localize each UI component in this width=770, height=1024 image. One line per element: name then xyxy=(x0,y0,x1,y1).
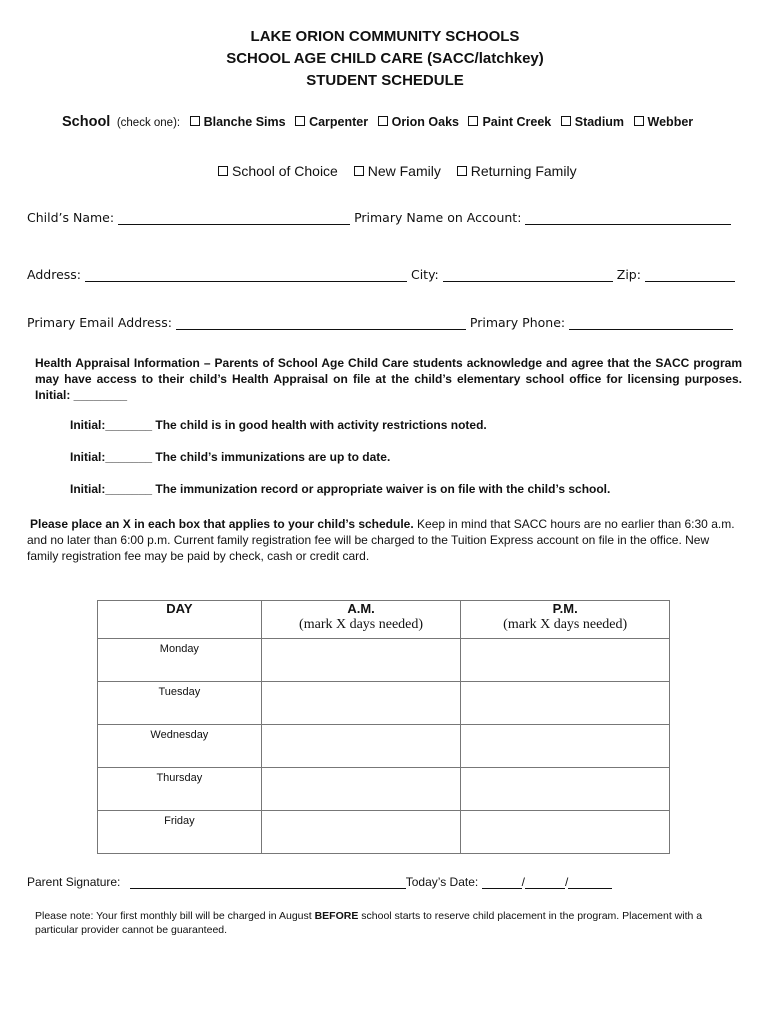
family-option-school-of-choice: School of Choice xyxy=(232,163,338,179)
table-row xyxy=(98,768,670,811)
school-hint: (check one): xyxy=(116,117,181,129)
name-row xyxy=(27,210,731,225)
family-option-returning-family: Returning Family xyxy=(470,163,577,179)
checkbox-paint-creek[interactable] xyxy=(468,116,478,126)
address-field[interactable] xyxy=(85,269,407,282)
header-am-sub: (mark X days needed) xyxy=(299,617,424,632)
header-pm: P.M. (mark X days needed) xyxy=(461,601,670,639)
checkbox-webber[interactable] xyxy=(634,116,644,126)
day-thursday: Thursday xyxy=(98,768,262,811)
pm-cell-friday[interactable] xyxy=(461,811,670,854)
initial-immunization-record: Initial:_______ The immunization record or appropriate waiver is on file with the child’s school. xyxy=(70,482,611,496)
note-post: school starts to reserve child placement in the program. Placement with a particular provider cannot be guaranteed. xyxy=(35,910,703,936)
family-option-new-family: New Family xyxy=(367,163,441,179)
pm-cell-wednesday[interactable] xyxy=(461,725,670,768)
school-option-stadium: Stadium xyxy=(574,115,625,129)
pm-cell-monday[interactable] xyxy=(461,639,670,682)
email-field[interactable] xyxy=(176,317,466,330)
am-cell-thursday[interactable] xyxy=(261,768,461,811)
initial-good-health: Initial:_______ The child is in good health with activity restrictions noted. xyxy=(70,418,487,432)
child-name-field[interactable] xyxy=(118,212,350,225)
checkbox-new-family[interactable] xyxy=(354,166,364,176)
initial-immunizations: Initial:_______ The child’s immunizations are up to date. xyxy=(70,450,391,464)
header-day: DAY xyxy=(98,601,262,639)
phone-label: Primary Phone: xyxy=(469,315,566,330)
school-selection-row xyxy=(62,114,693,130)
zip-label: Zip: xyxy=(616,267,641,282)
billing-note xyxy=(35,909,735,937)
checkbox-blanche-sims[interactable] xyxy=(190,116,200,126)
day-wednesday: Wednesday xyxy=(98,725,262,768)
email-row xyxy=(27,315,733,330)
email-label: Primary Email Address: xyxy=(27,315,172,330)
checkbox-stadium[interactable] xyxy=(561,116,571,126)
address-row xyxy=(27,267,735,282)
table-row xyxy=(98,811,670,854)
todays-date-label: Today’s Date: xyxy=(405,875,479,889)
primary-name-field[interactable] xyxy=(525,212,731,225)
instructions-bold: Please place an X in each box that applies to your child’s schedule. xyxy=(30,517,414,531)
city-field[interactable] xyxy=(443,269,613,282)
am-cell-tuesday[interactable] xyxy=(261,682,461,725)
checkbox-orion-oaks[interactable] xyxy=(378,116,388,126)
signature-row: Parent Signature: Today’s Date: / / xyxy=(27,875,612,889)
health-appraisal-paragraph: Health Appraisal Information – Parents of School Age Child Care students acknowledge and agree that the SACC program may have access to their child’s Health Appraisal on file at the child’s elementary school office for licensing purposes. Initial: ________ xyxy=(35,356,742,402)
am-cell-monday[interactable] xyxy=(261,639,461,682)
checkbox-returning-family[interactable] xyxy=(457,166,467,176)
child-name-label: Child’s Name: xyxy=(27,210,115,225)
parent-signature-label: Parent Signature: xyxy=(27,875,121,889)
pm-cell-tuesday[interactable] xyxy=(461,682,670,725)
checkbox-school-of-choice[interactable] xyxy=(218,166,228,176)
city-label: City: xyxy=(410,267,439,282)
zip-field[interactable] xyxy=(645,269,735,282)
day-monday: Monday xyxy=(98,639,262,682)
checkbox-carpenter[interactable] xyxy=(295,116,305,126)
school-label: School xyxy=(62,114,111,130)
school-option-paint-creek: Paint Creek xyxy=(482,115,552,129)
note-bold: BEFORE xyxy=(314,910,359,922)
school-option-blanche-sims: Blanche Sims xyxy=(203,115,286,129)
primary-name-label: Primary Name on Account: xyxy=(354,210,522,225)
day-friday: Friday xyxy=(98,811,262,854)
table-row xyxy=(98,682,670,725)
am-cell-friday[interactable] xyxy=(261,811,461,854)
date-month-field[interactable] xyxy=(482,876,522,889)
address-label: Address: xyxy=(27,267,81,282)
schedule-instructions xyxy=(27,516,743,564)
school-option-orion-oaks: Orion Oaks xyxy=(391,115,459,129)
date-day-field[interactable] xyxy=(525,876,565,889)
form-title-line-3: STUDENT SCHEDULE xyxy=(306,72,464,89)
instructions-rest: Keep in mind that SACC hours are no earlier than 6:30 a.m. and no later than 6:00 p.m. Current family registration fee will be charged to the Tuition Express account on file in the office. New family registration fee may be paid by check, cash or credit card. xyxy=(27,517,735,563)
parent-signature-field[interactable] xyxy=(130,876,406,889)
pm-cell-thursday[interactable] xyxy=(461,768,670,811)
header-pm-sub: (mark X days needed) xyxy=(503,617,628,632)
table-row xyxy=(98,725,670,768)
schedule-table xyxy=(97,600,670,854)
family-type-row xyxy=(212,163,577,179)
header-am: A.M. (mark X days needed) xyxy=(261,601,461,639)
school-option-carpenter: Carpenter xyxy=(309,115,369,129)
date-year-field[interactable] xyxy=(568,876,612,889)
day-tuesday: Tuesday xyxy=(98,682,262,725)
school-option-webber: Webber xyxy=(647,115,694,129)
phone-field[interactable] xyxy=(569,317,733,330)
form-title-line-2: SCHOOL AGE CHILD CARE (SACC/latchkey) xyxy=(226,50,544,67)
note-pre: Please note: Your first monthly bill will be charged in August xyxy=(35,910,315,922)
am-cell-wednesday[interactable] xyxy=(261,725,461,768)
table-row xyxy=(98,639,670,682)
table-header-row xyxy=(98,601,670,639)
form-title-line-1: LAKE ORION COMMUNITY SCHOOLS xyxy=(250,28,520,45)
